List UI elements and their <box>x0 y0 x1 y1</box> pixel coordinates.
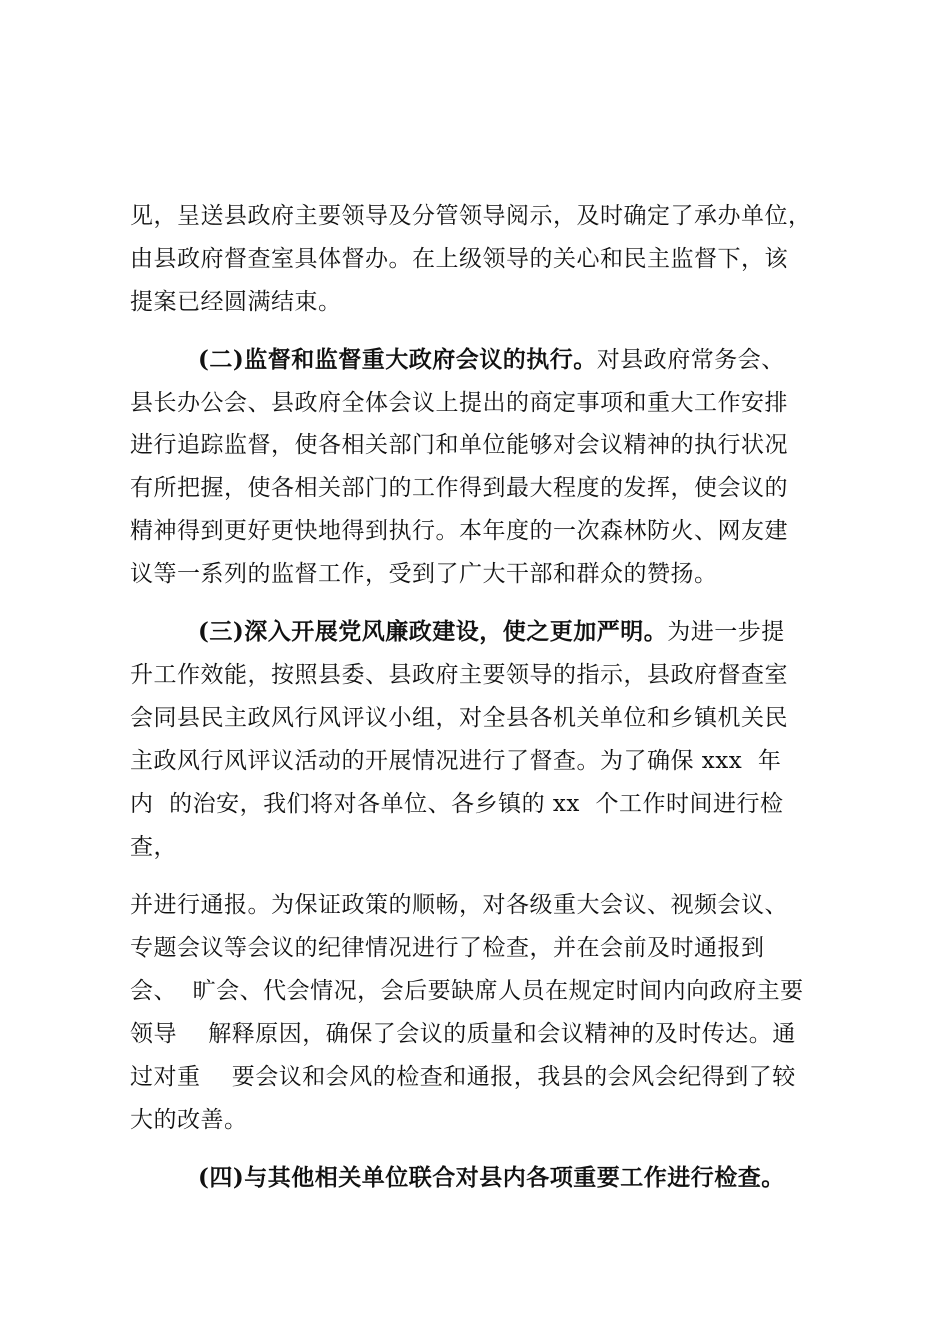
text-line: 县长办公会、县政府全体会议上提出的商定事项和重大工作安排 <box>130 390 788 416</box>
section-heading: (二)监督和监督重大政府会议的执行。 <box>198 346 597 373</box>
text-line: 升工作效能，按照县委、县政府主要领导的指示，县政府督查室 <box>130 662 788 688</box>
text-line: 由县政府督查室具体督办。在上级领导的关心和民主监督下，该 <box>130 246 788 272</box>
text-line: 有所把握，使各相关部门的工作得到最大程度的发挥，使会议的 <box>130 475 788 501</box>
text-line: 议等一系列的监督工作，受到了广大干部和群众的赞扬。 <box>130 561 718 587</box>
text-line: 主政风行风评议活动的开展情况进行了督查。为了确保 xxx 年 <box>130 748 782 774</box>
text-line: 精神得到更好更快地得到执行。本年度的一次森林防火、网友建 <box>130 518 788 544</box>
text-line: 领导 解释原因，确保了会议的质量和会议精神的及时传达。通 <box>130 1021 796 1047</box>
text-line: 见，呈送县政府主要领导及分管领导阅示，及时确定了承办单位， <box>130 203 812 229</box>
text-line: 并进行通报。为保证政策的顺畅，对各级重大会议、视频会议、 <box>130 892 788 918</box>
text-line: 内 的治安，我们将对各单位、各乡镇的 xx 个工作时间进行检 <box>130 791 784 817</box>
text-line: 会、 旷会、代会情况，会后要缺席人员在规定时间内向政府主要 <box>130 978 804 1004</box>
text-line: 会同县民主政风行风评议小组，对全县各机关单位和乡镇机关民 <box>130 705 788 731</box>
paragraph-first-line <box>198 345 785 375</box>
section-heading: (四)与其他相关单位联合对县内各项重要工作进行检查。 <box>198 1164 785 1191</box>
text-run: 对县政府常务会、 <box>596 347 785 373</box>
text-line: 进行追踪监督，使各相关部门和单位能够对会议精神的执行状况 <box>130 432 788 458</box>
text-line: 提案已经圆满结束。 <box>130 289 342 315</box>
text-run: 为进一步提 <box>667 619 785 645</box>
text-line: 查， <box>130 834 177 860</box>
text-line: 过对重 要会议和会风的检查和通报，我县的会风会纪得到了较 <box>130 1064 796 1090</box>
paragraph-first-line <box>198 617 785 647</box>
section-heading: (三)深入开展党风廉政建设，使之更加严明。 <box>198 618 668 645</box>
text-line: 专题会议等会议的纪律情况进行了检查，并在会前及时通报到 <box>130 935 765 961</box>
text-line: 大的改善。 <box>130 1107 248 1133</box>
